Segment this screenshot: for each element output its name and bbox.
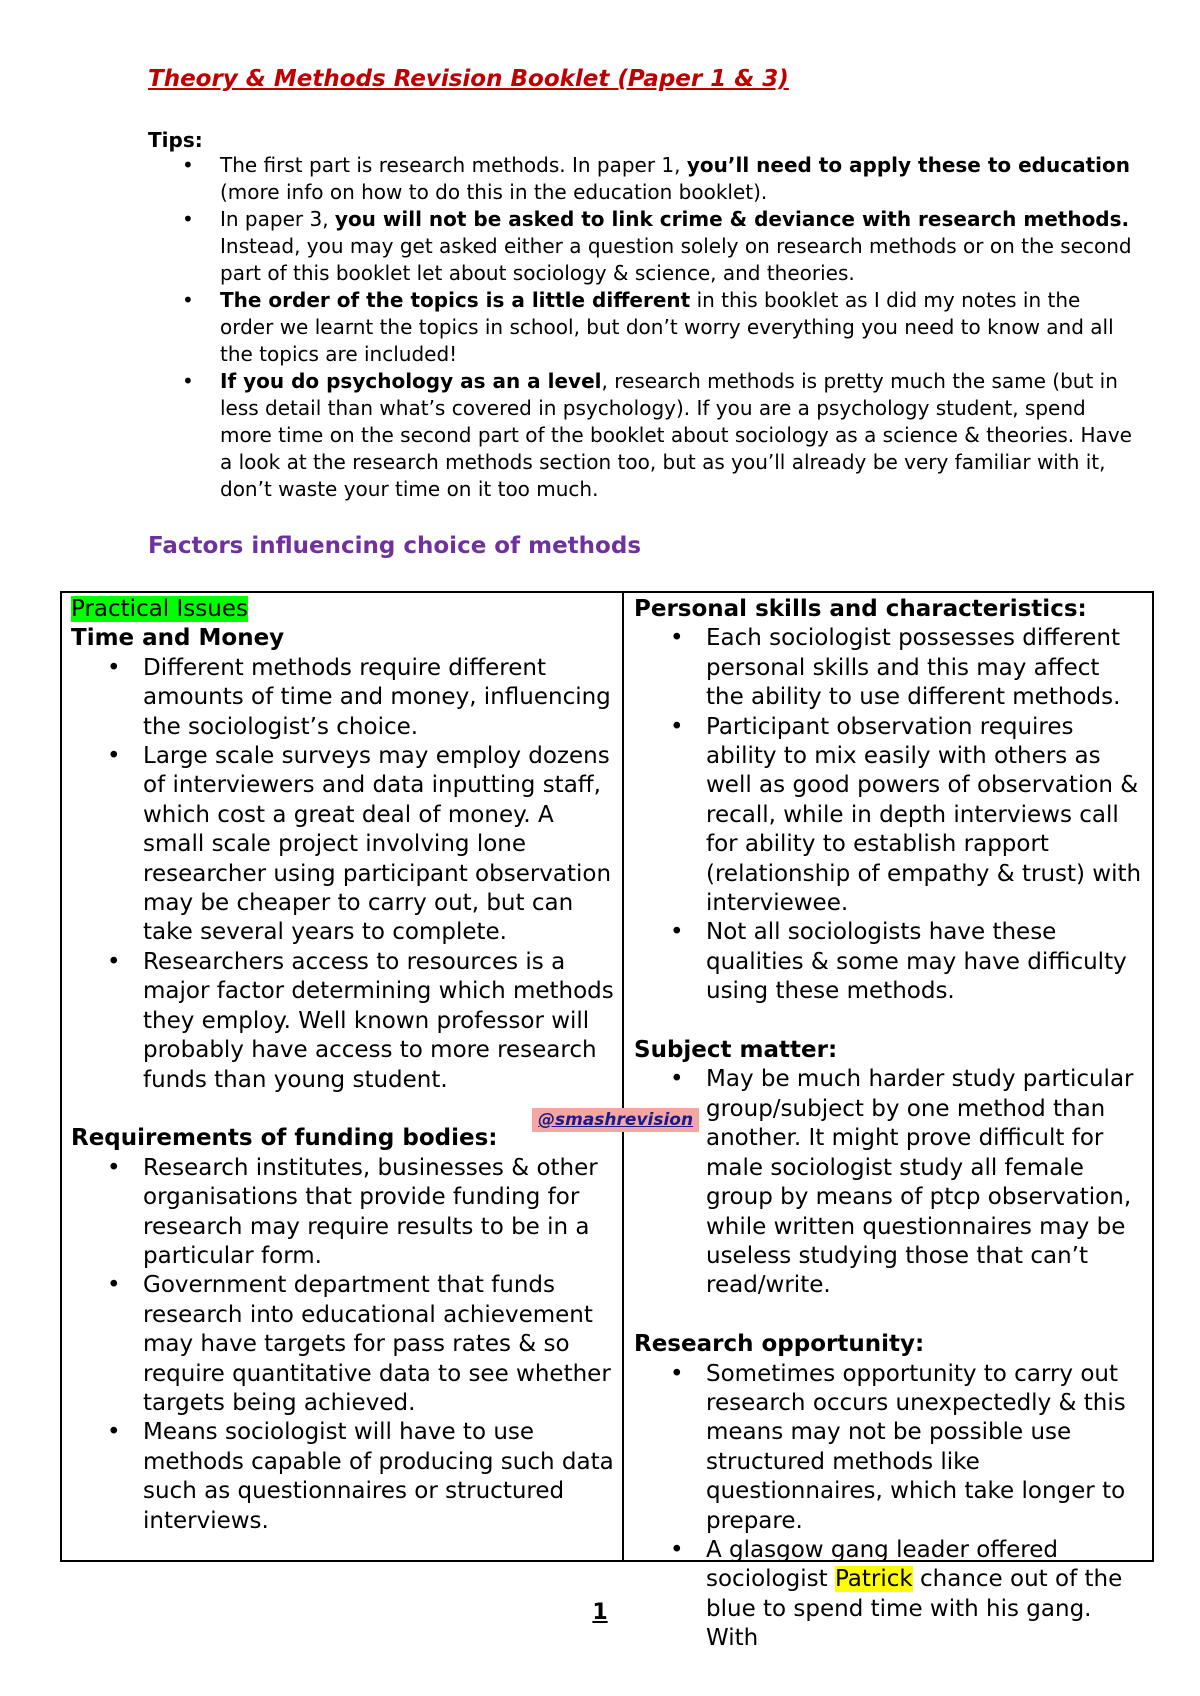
watermark-handle: smashrevision [555, 1110, 694, 1130]
tips-list [148, 152, 1140, 503]
subject-matter-heading: Subject matter: [634, 1037, 838, 1064]
tip-text: Instead, you may get asked either a question solely on research methods or on the second part of this booklet let about sociology & science, and theories. [220, 234, 1132, 285]
list-item-text: A glasgow gang leader offered sociologist [706, 1536, 1059, 1593]
time-money-heading: Time and Money [71, 625, 285, 652]
personal-skills-column [624, 593, 1152, 1652]
tip-item [220, 152, 1140, 206]
factors-table [60, 591, 1154, 1652]
tip-bold-text: If you do psychology as an a level [220, 369, 602, 393]
patrick-highlight: Patrick [834, 1566, 913, 1593]
tip-text: In paper 3, [220, 207, 335, 231]
funding-bodies-heading: Requirements of funding bodies: [71, 1125, 498, 1152]
list-item-text: chance out of the blue to spend time with his gang. With [706, 1566, 1123, 1652]
smashrevision-watermark [532, 1108, 699, 1132]
list-item: • Sometimes opportunity to carry out research occurs unexpectedly & this means may not be possible use structured methods like questionnaires, which take longer to prepare. [706, 1360, 1144, 1536]
tip-text: (more info on how to do this in the education booklet). [220, 180, 768, 204]
list-item: • Government department that funds research into educational achievement may have targets for pass rates & so require quantitative data to see whether targets being achieved. [143, 1271, 614, 1418]
subject-matter-list [634, 1065, 1144, 1300]
list-item: • Researchers access to resources is a major factor determining which methods they employ. Well known professor will probably have access to more research funds than young student. [143, 948, 614, 1095]
funding-bodies-list [71, 1154, 614, 1536]
list-item: • Large scale surveys may employ dozens of interviewers and data inputting staff, which cost a great deal of money. A small scale project involving lone researcher using participant observation may be cheaper to carry out, but can take several years to complete. [143, 742, 614, 948]
tip-text: in this booklet as I did my notes in the order we learnt the topics in school, but don’t worry everything you need to know and all the topics are included! [220, 288, 1114, 366]
page-number: 1 [592, 1600, 608, 1625]
list-item: • Different methods require different amounts of time and money, influencing the sociologist’s choice. [143, 654, 614, 742]
personal-skills-heading: Personal skills and characteristics: [634, 596, 1087, 622]
section-heading: Factors influencing choice of methods [148, 533, 642, 559]
time-money-list [71, 654, 614, 1095]
tip-item [220, 287, 1140, 368]
tip-bold-text: you’ll need to apply these to education [686, 153, 1130, 177]
research-opportunity-heading: Research opportunity: [634, 1331, 925, 1358]
watermark-at: @ [538, 1110, 555, 1130]
tips-label: Tips: [148, 128, 203, 152]
list-item: • Means sociologist will have to use methods capable of producing such data such as questionnaires or structured interviews. [143, 1418, 614, 1536]
list-item: • Each sociologist possesses different personal skills and this may affect the ability to use different methods. [706, 624, 1144, 712]
list-item [706, 1536, 1144, 1654]
list-item: • Participant observation requires ability to mix easily with others as well as good powers of observation & recall, while in depth interviews call for ability to establish rapport (relationship of empathy & trust) with interviewee. [706, 713, 1144, 919]
tip-text: , research methods is pretty much the same (but in less detail than what’s covered in psychology). If you are a psychology student, spend more time on the second part of the booklet about sociology as a science & theories. Have a look at the research methods section too, but as you’ll already be very familiar with it, don’t waste your time on it too much. [220, 369, 1132, 501]
practical-issues-column [62, 593, 624, 1560]
tip-bold-text: you will not be asked to link crime & deviance with research methods. [334, 207, 1130, 231]
tip-bold-text: The order of the topics is a little different [220, 288, 691, 312]
practical-issues-highlight: Practical Issues [71, 596, 248, 622]
tip-item [220, 368, 1140, 503]
tip-text: The first part is research methods. In paper 1, [220, 153, 687, 177]
list-item: • May be much harder study particular group/subject by one method than another. It might prove difficult for male sociologist study all female group by means of ptcp observation, while written questionnaires may be useless studying those that can’t read/write. [706, 1065, 1144, 1300]
list-item: • Research institutes, businesses & other organisations that provide funding for research may require results to be in a particular form. [143, 1154, 614, 1272]
document-title: Theory & Methods Revision Booklet (Paper 1 & 3) [148, 66, 789, 92]
list-item: • Not all sociologists have these qualities & some may have difficulty using these methods. [706, 918, 1144, 1006]
personal-skills-list [634, 624, 1144, 1006]
tip-item [220, 206, 1140, 287]
